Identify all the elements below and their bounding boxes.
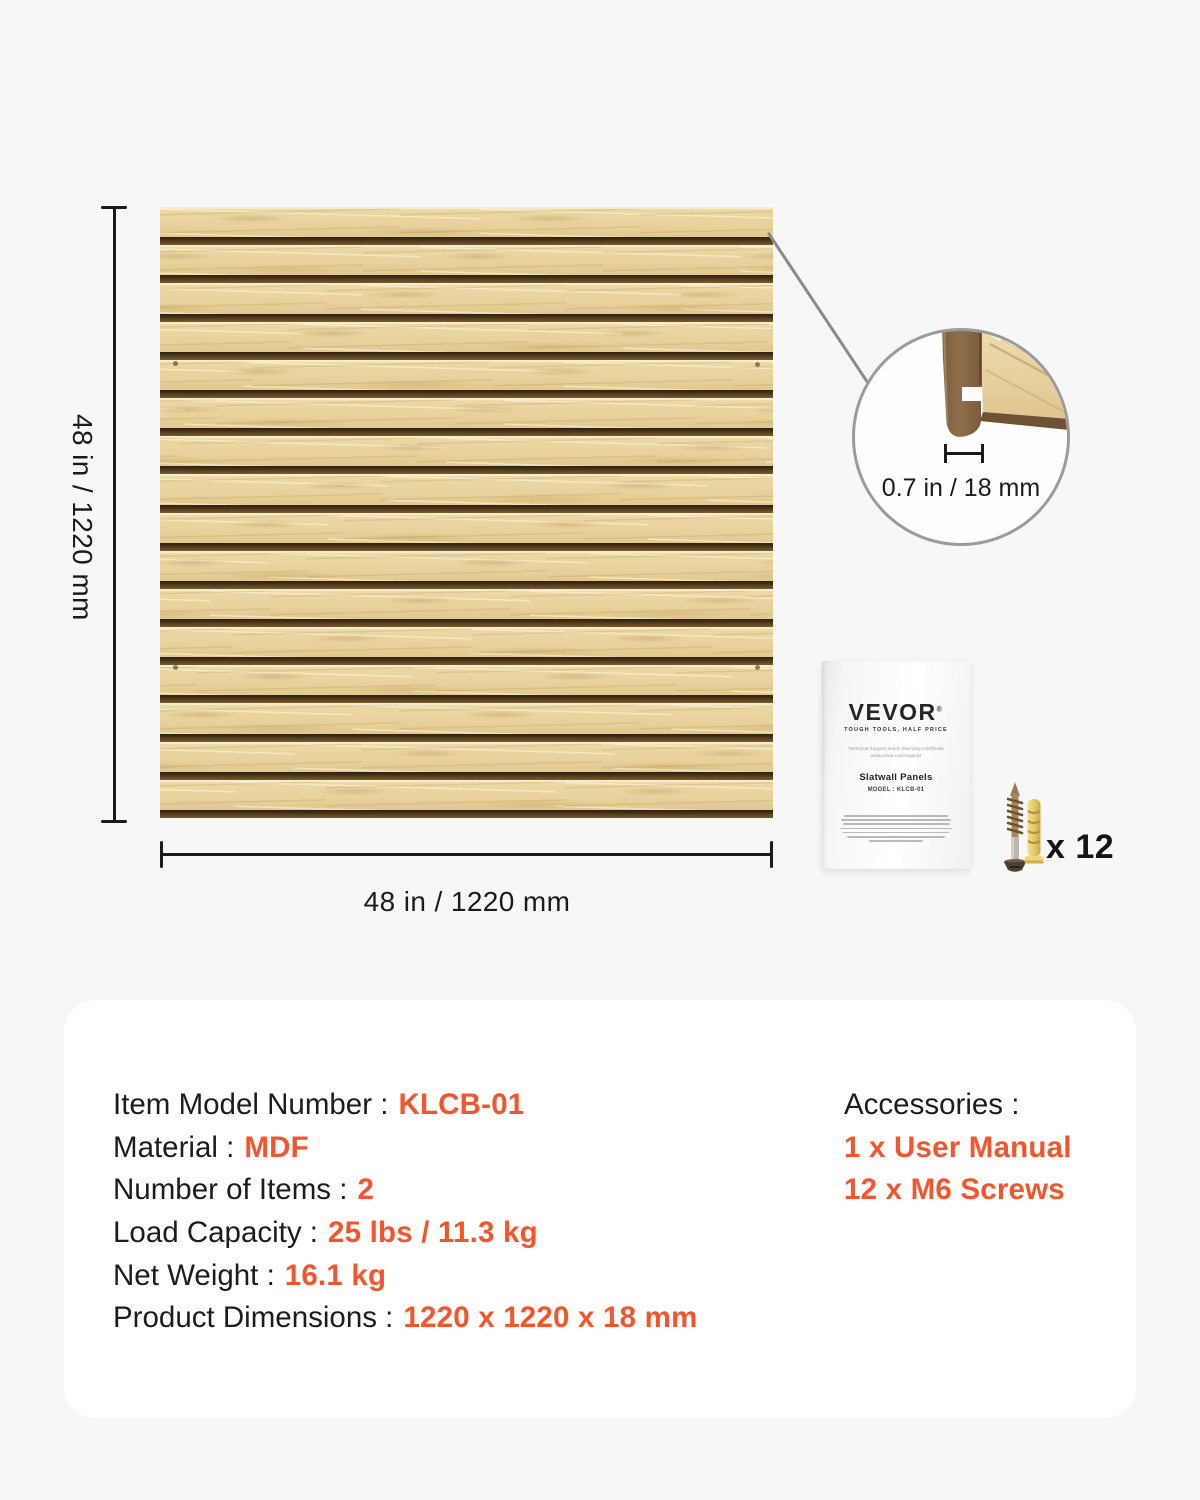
- accessory-item: 1 x User Manual: [844, 1130, 1072, 1164]
- panel-slat: [160, 360, 773, 398]
- panel-slat: [160, 665, 773, 703]
- mounting-hole: [755, 665, 760, 670]
- spec-label: Net Weight :: [113, 1258, 275, 1292]
- panel-slat: [160, 207, 773, 245]
- panel-slat: [160, 780, 773, 818]
- spec-value: MDF: [244, 1130, 309, 1164]
- hardware-quantity-label: x 12: [1046, 828, 1115, 866]
- manual-title: Slatwall Panels: [859, 772, 933, 783]
- spec-label: Number of Items :: [113, 1173, 348, 1207]
- user-manual: [822, 661, 970, 869]
- mounting-hole: [173, 665, 178, 670]
- spec-value: 1220 x 1220 x 18 mm: [403, 1301, 698, 1335]
- spec-row-material: [113, 1127, 698, 1170]
- spec-row-weight: [113, 1254, 698, 1297]
- mounting-hole: [755, 362, 760, 367]
- registered-mark: ®: [936, 706, 944, 714]
- spec-label: Item Model Number :: [113, 1088, 389, 1122]
- accessories-label: Accessories :: [844, 1088, 1020, 1122]
- panel-slat: [160, 398, 773, 436]
- panel-slat: [160, 474, 773, 512]
- panel-slat: [160, 742, 773, 780]
- panel-slat: [160, 322, 773, 360]
- spec-row-dimensions: [113, 1297, 698, 1340]
- spec-row-load: [113, 1212, 698, 1255]
- panel-slat: [160, 551, 773, 589]
- manual-support-line1: Technical Support and E-Warranty Certificate: [848, 747, 944, 752]
- height-dimension-tick-top: [101, 206, 127, 209]
- panel-slat: [160, 283, 773, 321]
- spec-value: 25 lbs / 11.3 kg: [328, 1216, 538, 1250]
- spec-label: Material :: [113, 1130, 235, 1164]
- manual-support-line2: www.vevor.com/support: [870, 754, 922, 759]
- width-dimension-line: [161, 853, 773, 856]
- height-dimension-line: [113, 207, 116, 823]
- manual-paragraph: [822, 815, 970, 842]
- panel-slat: [160, 245, 773, 283]
- spec-row-model: [113, 1084, 698, 1127]
- brand-tagline: TOUGH TOOLS, HALF PRICE: [844, 727, 948, 733]
- accessories-list: [844, 1084, 1072, 1212]
- spec-value: KLCB-01: [398, 1088, 525, 1122]
- wall-anchor-icon: [1022, 797, 1046, 869]
- panel-slat: [160, 589, 773, 627]
- callout-leader-line: [767, 232, 869, 384]
- accessory-item: 12 x M6 Screws: [844, 1173, 1065, 1207]
- panel-slat: [160, 436, 773, 474]
- thickness-dimension-label: 0.7 in / 18 mm: [881, 474, 1041, 502]
- mounting-hole: [173, 361, 178, 366]
- panel-slat: [160, 703, 773, 741]
- width-dimension-tick-right: [770, 841, 773, 868]
- thickness-dimension-line: [944, 452, 984, 455]
- panel-cross-section-art: [852, 328, 1070, 546]
- panel-slat: [160, 627, 773, 665]
- height-dimension-tick-bottom: [101, 820, 127, 823]
- width-dimension-tick-left: [160, 841, 163, 868]
- spec-card: [64, 1000, 1136, 1418]
- spec-label: Product Dimensions :: [113, 1301, 394, 1335]
- panel-slats: [160, 207, 773, 818]
- spec-value: 2: [357, 1173, 375, 1207]
- height-dimension-label: 48 in / 1220 mm: [67, 414, 98, 621]
- manual-model-line: MODEL : KLCB-01: [867, 787, 925, 793]
- spec-list: [113, 1084, 698, 1340]
- spec-value: 16.1 kg: [284, 1258, 387, 1292]
- panel-slat: [160, 513, 773, 551]
- spec-row-items: [113, 1169, 698, 1212]
- thickness-callout-circle: [852, 328, 1070, 546]
- width-dimension-label: 48 in / 1220 mm: [363, 886, 571, 917]
- spec-label: Load Capacity :: [113, 1216, 318, 1250]
- slatwall-panel-image: [160, 207, 773, 818]
- brand-logo: VEVOR®: [848, 699, 944, 725]
